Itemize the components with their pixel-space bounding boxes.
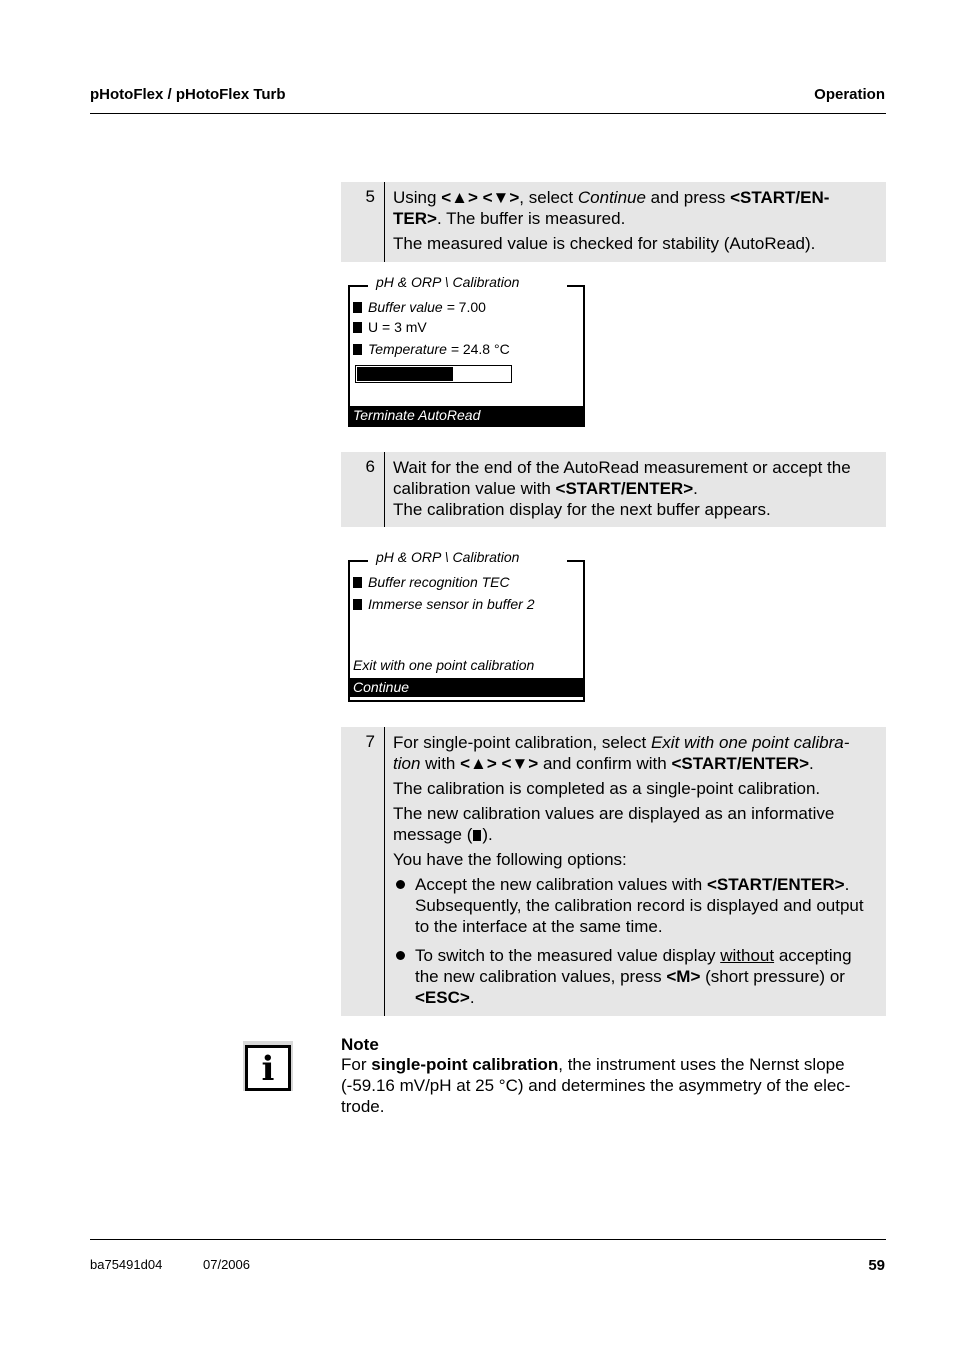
step-text: Wait for the end of the AutoRead measurement or accept the calibration value with <START/ENTER>. <box>393 458 851 498</box>
key-down: <▼> <box>482 188 520 207</box>
menu-option: Continue <box>577 188 646 207</box>
step-number: 5 <box>365 187 375 206</box>
menu-item-exit-one-point[interactable]: Exit with one point calibration <box>353 657 535 673</box>
step-number: 7 <box>365 732 375 751</box>
key-esc: <ESC> <box>415 988 470 1007</box>
step-body <box>393 457 876 524</box>
frame-line <box>348 560 368 562</box>
footer-doc-id: ba75491d04 <box>90 1257 163 1272</box>
note-title: Note <box>341 1035 379 1054</box>
step-text: The calibration display for the next buffer appears. <box>393 500 771 519</box>
step-text: The new calibration values are displayed as an informative message ( ). <box>393 804 835 844</box>
frame-line <box>567 285 585 287</box>
key-down: <▼> <box>501 754 539 773</box>
bullet-icon <box>396 951 405 960</box>
progress-fill <box>357 367 453 381</box>
info-square-icon <box>353 322 362 333</box>
step-text: The measured value is checked for stability (AutoRead). <box>393 234 816 253</box>
info-icon <box>243 1041 293 1091</box>
step-text: The calibration is completed as a single-point calibration. <box>393 779 821 798</box>
display-screen-autoread <box>348 274 585 427</box>
info-letter: i <box>245 1045 291 1091</box>
info-square-icon <box>473 830 481 841</box>
key-up: <▲> <box>441 188 478 207</box>
bullet-icon <box>396 880 405 889</box>
display-screen-next-buffer <box>348 549 585 702</box>
step-divider <box>384 182 385 262</box>
info-square-icon <box>353 577 362 588</box>
footer-date: 07/2006 <box>203 1257 250 1272</box>
step-divider <box>384 452 385 527</box>
footer-rule <box>90 1239 886 1240</box>
screen-row-buffer-recognition: Buffer recognition TEC <box>353 574 510 590</box>
step-number: 6 <box>365 457 375 476</box>
key-start-enter: <START/ENTER> <box>671 754 810 773</box>
info-square-icon <box>353 344 362 355</box>
step-7 <box>341 727 886 1016</box>
step-body <box>393 732 876 1016</box>
option-bullet: To switch to the measured value display without accepting the new calibration values, press <M> (short pressure) or <ESC>. <box>393 945 876 1008</box>
frame-line <box>567 560 585 562</box>
frame-line <box>348 285 368 287</box>
menu-option: Exit with one point calibra-tion <box>393 733 850 773</box>
info-square-icon <box>353 302 362 313</box>
step-5 <box>341 182 886 262</box>
step-6 <box>341 452 886 527</box>
step-divider <box>384 727 385 1016</box>
screen-row-buffer: Buffer value = 7.00 <box>353 299 486 315</box>
screen-title: pH & ORP \ Calibration <box>368 274 527 290</box>
option-bullet: Accept the new calibration values with <START/ENTER>. Subsequently, the calibration record is displayed and output to the interface at the same time. <box>393 874 876 937</box>
screen-row-immerse: Immerse sensor in buffer 2 <box>353 596 535 612</box>
note-body: For single-point calibration, the instrument uses the Nernst slope (-59.16 mV/pH at 25 °C) and determines the asymmetry of the elec-trode. <box>341 1055 851 1116</box>
key-start-enter: <START/EN-TER> <box>393 188 830 228</box>
header-section: Operation <box>814 86 885 103</box>
key-start-enter: <START/ENTER> <box>707 875 845 894</box>
menu-item-continue[interactable]: Continue <box>350 678 583 697</box>
step-body <box>393 187 876 258</box>
key-m: <M> <box>666 967 701 986</box>
header-title: pHotoFlex / pHotoFlex Turb <box>90 86 286 103</box>
header-rule <box>90 113 886 114</box>
page-number: 59 <box>868 1257 885 1274</box>
screen-row-temperature: Temperature = 24.8 °C <box>353 341 510 357</box>
key-up: <▲> <box>460 754 497 773</box>
screen-row-voltage: U = 3 mV <box>353 319 427 335</box>
menu-item-terminate-autoread[interactable]: Terminate AutoRead <box>350 406 583 425</box>
step-text: For single-point calibration, select Exit with one point calibra-tion with <▲> <▼> and confirm with <START/ENTER>. <box>393 733 850 773</box>
step-text: Using <▲> <▼>, select Continue and press <START/EN-TER>. The buffer is measured. <box>393 188 830 228</box>
autoread-progress-bar <box>355 365 512 383</box>
screen-title: pH & ORP \ Calibration <box>368 549 527 565</box>
info-square-icon <box>353 599 362 610</box>
key-start-enter: <START/ENTER> <box>555 479 694 498</box>
step-text: You have the following options: <box>393 850 627 869</box>
